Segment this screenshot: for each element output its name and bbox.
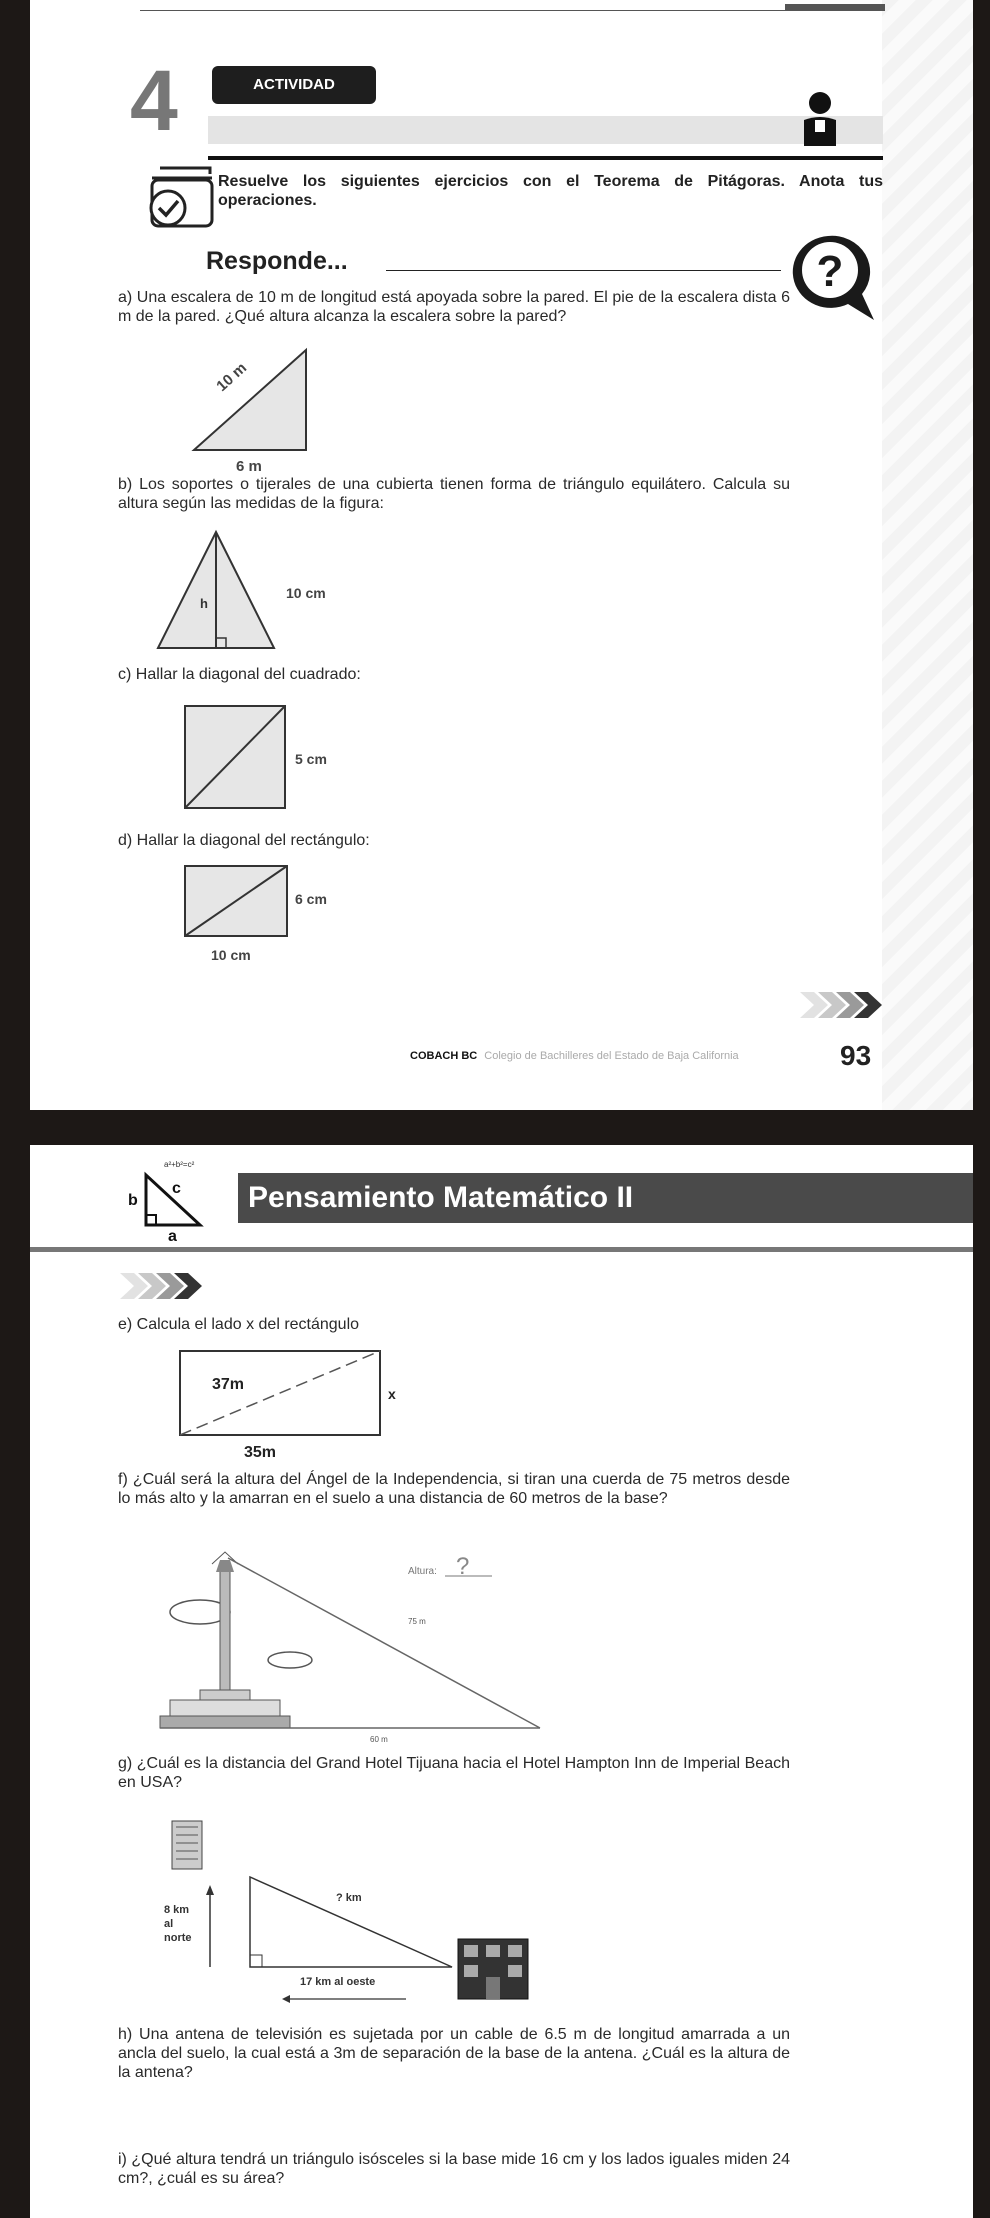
responde-heading: Responde... — [206, 247, 348, 275]
angel-independence-figure — [160, 1550, 550, 1750]
ladder-triangle-figure — [160, 340, 330, 480]
banner-rule — [30, 1247, 973, 1252]
question-a: a) Una escalera de 10 m de longitud está apoyada sobre la pared. El pie de la escalera dista 6 m de la pared. ¿Qué altura alcanza la escalera sobre la pared? — [118, 289, 790, 325]
square-figure — [155, 700, 355, 820]
question-c: c) Hallar la diagonal del cuadrado: — [118, 666, 361, 683]
label-6m: 6 m — [236, 458, 262, 475]
label-question: ? — [456, 1553, 470, 1580]
question-h: h) Una antena de televisión es sujetada por un cable de 6.5 m de longitud amarrada a un ancla del suelo, la cual está a 3m de separación de la base de la antena. ¿Cuál es la altura de la antena? — [118, 2026, 790, 2081]
label-35m: 35m — [244, 1444, 277, 1461]
chevrons-icon-2 — [120, 1271, 204, 1301]
label-x: x — [388, 1386, 396, 1402]
banner-title: Pensamiento Matemático II — [248, 1181, 634, 1214]
question-i: i) ¿Qué altura tendrá un triángulo isósceles si la base mide 16 cm y los lados iguales miden 24 cm?, ¿cuál es su área? — [118, 2151, 790, 2187]
question-g: g) ¿Cuál es la distancia del Grand Hotel Tijuana hacia el Hotel Hampton Inn de Imperial Beach en USA? — [118, 1755, 790, 1791]
formula: a²+b²=c² — [164, 1160, 195, 1169]
label-altura: Altura: — [408, 1566, 437, 1577]
label-8km: 8 km — [164, 1904, 190, 1916]
question-d: d) Hallar la diagonal del rectángulo: — [118, 832, 370, 849]
footer-org-short: COBACH BC — [410, 1050, 478, 1062]
page-94 — [30, 1145, 973, 2218]
question-b: b) Los soportes o tijerales de una cubierta tienen forma de triángulo equilátero. Calcula su altura según las medidas de la figura: — [118, 476, 790, 512]
footer-org-full: Colegio de Bachilleres del Estado de Baja California — [484, 1050, 739, 1062]
label-norte: norte — [164, 1932, 192, 1944]
equilateral-triangle-figure — [150, 526, 350, 656]
page-number: 93 — [840, 1040, 872, 1071]
question-f: f) ¿Cuál será la altura del Ángel de la Independencia, si tiran una cuerda de 75 metros desde lo más alto y la amarran en el suelo a una distancia de 60 metros de la base? — [118, 1471, 790, 1507]
label-km-question: ? km — [336, 1892, 362, 1904]
rectangle-figure — [155, 860, 355, 970]
question-e: e) Calcula el lado x del rectángulo — [118, 1316, 360, 1333]
chevrons-icon — [800, 990, 884, 1020]
label-al: al — [164, 1918, 174, 1930]
question-bubble-icon — [786, 232, 882, 328]
label-h: h — [200, 596, 208, 611]
top-rule-accent — [785, 4, 885, 10]
student-icon — [800, 90, 840, 146]
label-37m: 37m — [212, 1376, 245, 1393]
tri-b: b — [128, 1192, 138, 1209]
rectangle-x-figure — [150, 1343, 410, 1461]
instruction-text: Resuelve los siguientes ejercicios con el Teorema de Pitágoras. Anota tus operaciones. — [218, 173, 883, 209]
hotels-triangle-figure — [160, 1817, 540, 2017]
activity-grey-bar — [208, 116, 883, 144]
checklist-icon — [130, 160, 220, 232]
page-93 — [30, 0, 973, 1110]
label-5cm: 5 cm — [295, 751, 327, 767]
activity-number: 4 — [130, 53, 178, 149]
label-10cm-base: 10 cm — [211, 947, 251, 963]
activity-divider — [208, 156, 883, 160]
responde-underline — [386, 270, 781, 271]
activity-label: ACTIVIDAD — [212, 66, 376, 104]
tri-c: c — [172, 1180, 181, 1197]
label-10cm: 10 cm — [286, 585, 326, 601]
label-17km: 17 km al oeste — [300, 1976, 376, 1988]
pythagoras-triangle-icon — [118, 1157, 238, 1245]
decorative-pattern-strip — [882, 0, 973, 1110]
label-10m: 10 m — [213, 359, 251, 395]
svg-text:?: ? — [816, 247, 844, 296]
tri-a: a — [168, 1228, 177, 1245]
label-60m: 60 m — [370, 1735, 388, 1744]
label-75m: 75 m — [408, 1617, 426, 1626]
label-6cm: 6 cm — [295, 891, 327, 907]
footer-org — [410, 1050, 739, 1062]
top-rule — [140, 10, 885, 11]
